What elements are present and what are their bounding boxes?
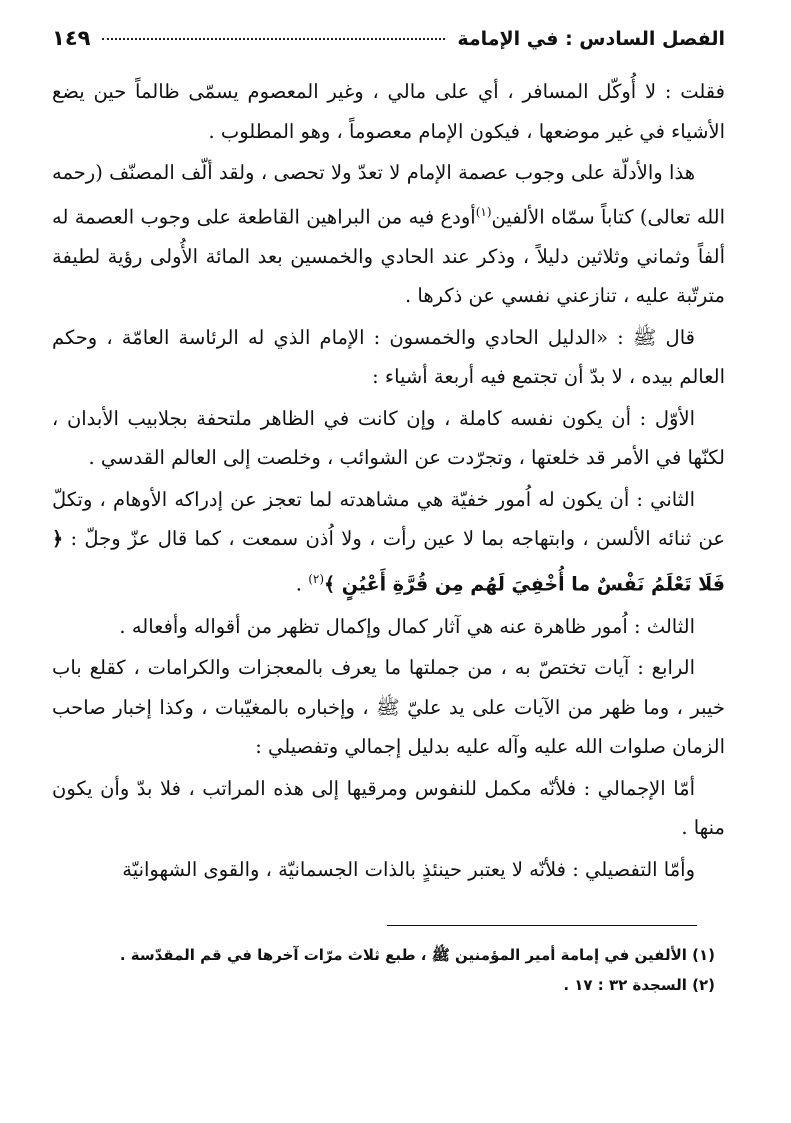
running-header — [52, 26, 725, 60]
chapter-title: الفصل السادس : في الإمامة — [457, 28, 725, 50]
paragraph-2-text: هذا والأدلّة على وجوب عصمة الإمام لا تعدّ ولا تحصى ، ولقد ألّف المصنّف (رحمه الله تعالى) كتاباً سمّاه الألفين — [52, 161, 726, 228]
paragraph-2-cont: أودع فيه من البراهين القاطعة على وجوب العصمة له ألفاً وثماني وثلاثين دليلاً ، وذكر عند الحادي والخمسين بعد المائة الأُولى رؤية لطيفة مترتّبة عليه ، تنازعني نفسي عن ذكرها . — [52, 205, 725, 307]
paragraph-6: الثالث : اُمور ظاهرة عنه هي آثار كمال وإكمال تظهر من أقواله وأفعاله . — [119, 614, 695, 638]
paragraph-7: الرابع : آيات تختصّ به ، من جملتها ما يعرف بالمعجزات والكرامات ، كقلع باب خيبر ، وما ظهر من الآيات على يد عليّ ﷺ ، وإخباره بالمغيّبات ، وكذا إخبار صاحب الزمان صلوات الله عليه وآله عليه بدليل إجمالي وتفصيلي : — [52, 656, 725, 758]
paragraph-5-text: الثاني : أن يكون له اُمور خفيّة هي مشاهدته لما تعجز عن إدراكه الأوهام ، وتكلّ عن ثنائه الألسن ، وابتهاجه بما لا عين رأت ، ولا اُذن سمعت ، كما قال عزّ وجلّ : — [52, 487, 725, 550]
paragraph-3: قال ﷺ : «الدليل الحادي والخمسون : الإمام الذي له الرئاسة العامّة ، وحكم العالم بيده ، لا بدّ أن تجتمع فيه أربعة أشياء : — [52, 325, 725, 388]
footnotes — [52, 940, 725, 1000]
quran-verse: ﴿ فَلَا تَعْلَمُ نَفْسٌ ما أُخْفِيَ لَهُم مِن قُرَّةِ أَعْيُنٍ ﴾ — [52, 528, 725, 595]
paragraph-2 — [52, 153, 725, 316]
paragraph-5: الثاني : أن يكون له اُمور خفيّة هي مشاهدته لما تعجز عن إدراكه الأوهام ، وتكلّ عن ثنائه الألسن ، وابتهاجه بما لا عين رأت ، ولا اُذن سمعت ، كما قال عزّ وجلّ : ﴿ فَلَا تَعْلَمُ نَفْسٌ ما أُخْفِيَ لَهُم مِن قُرَّةِ أَعْيُنٍ ﴾$^{(٢)}$ . — [52, 487, 725, 595]
dotted-leader — [102, 38, 445, 40]
paragraph-4: الأوّل : أن يكون نفسه كاملة ، وإن كانت في الظاهر ملتحفة بجلابيب الأبدان ، لكنّها في الأمر قد خلعتها ، وتجرّدت عن الشوائب ، وخلصت إلى العالم القدسي . — [52, 406, 725, 469]
footnote-ref-1[interactable]: (١) — [475, 204, 492, 219]
paragraph-8: أمّا الإجمالي : فلأنّه مكمل للنفوس ومرقيها إلى هذه المراتب ، فلا بدّ وأن يكون منها . — [52, 776, 725, 839]
paragraph-1: فقلت : لا أُوكّل المسافر ، أي على مالي ، وغير المعصوم يسمّى ظالماً حين يضع الأشياء في غير موضعها ، فيكون الإمام معصوماً ، وهو المطلوب . — [52, 80, 725, 143]
footnote-1: (١) الألفين في إمامة أمير المؤمنين ﷺ ، طبع ثلاث مرّات آخرها في قم المقدّسة . — [119, 946, 715, 964]
footnote-divider — [387, 925, 697, 926]
paragraph-9: وأمّا التفصيلي : فلأنّه لا يعتبر حينئذٍ بالذات الجسمانيّة ، والقوى الشهوانيّة — [122, 857, 695, 881]
page-body — [52, 72, 725, 889]
page-number: ١٤٩ — [52, 26, 91, 50]
footnote-ref-2[interactable]: (٢) — [308, 571, 325, 586]
footnote-2: (٢) السجدة ٣٢ : ١٧ . — [563, 976, 715, 994]
